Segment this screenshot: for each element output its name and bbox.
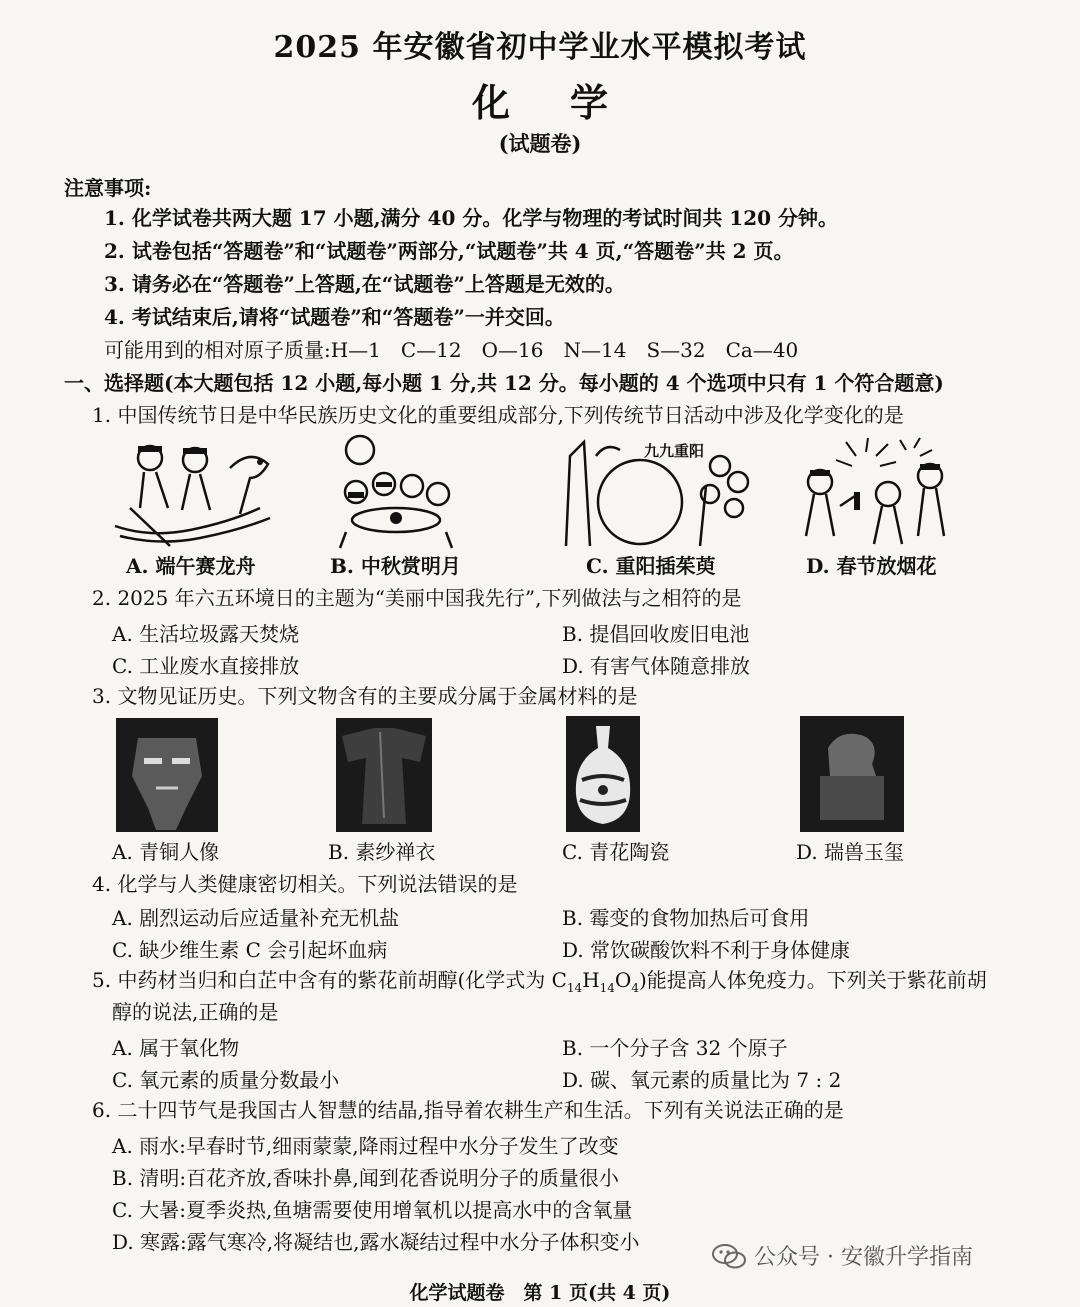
q5-mid-h: H bbox=[582, 968, 600, 992]
silk-robe-image bbox=[336, 718, 432, 832]
chongyang-illustration bbox=[560, 436, 760, 550]
subject-title: 化学 bbox=[471, 80, 668, 125]
q6-option-a: A. 雨水:早春时节,细雨蒙蒙,降雨过程中水分子发生了改变 bbox=[112, 1134, 619, 1158]
notice-item-1: 1. 化学试卷共两大题 17 小题,满分 40 分。化学与物理的考试时间共 120 分钟。 bbox=[104, 206, 838, 230]
q3-stem: 3. 文物见证历史。下列文物含有的主要成分属于金属材料的是 bbox=[92, 684, 638, 708]
q2-option-c: C. 工业废水直接排放 bbox=[112, 654, 300, 678]
fireworks-illustration bbox=[796, 436, 956, 550]
section1-heading: 一、选择题(本大题包括 12 小题,每小题 1 分,共 12 分。每小题的 4 个选项中只有 1 个符合题意) bbox=[64, 371, 944, 395]
q4-option-d: D. 常饮碳酸饮料不利于身体健康 bbox=[562, 938, 851, 962]
q6-stem: 6. 二十四节气是我国古人智慧的结晶,指导着农耕生产和生活。下列有关说法正确的是 bbox=[92, 1098, 844, 1122]
watermark-text: 公众号 · 安徽升学指南 bbox=[754, 1245, 973, 1270]
q6-option-b: B. 清明:百花齐放,香味扑鼻,闻到花香说明分子的质量很小 bbox=[112, 1166, 619, 1190]
q5-stem-before: 5. 中药材当归和白芷中含有的紫花前胡醇(化学式为 C bbox=[92, 968, 567, 992]
q4-option-a: A. 剧烈运动后应适量补充无机盐 bbox=[112, 906, 400, 930]
wechat-watermark bbox=[712, 1240, 973, 1271]
q5-option-d: D. 碳、氧元素的质量比为 7 : 2 bbox=[562, 1068, 842, 1092]
q1-option-d: D. 春节放烟花 bbox=[806, 554, 937, 578]
q4-option-c: C. 缺少维生素 C 会引起坏血病 bbox=[112, 938, 388, 962]
notice-item-4: 4. 考试结束后,请将“试题卷”和“答题卷”一并交回。 bbox=[104, 305, 565, 329]
dragon-boat-illustration bbox=[110, 438, 280, 550]
porcelain-vase-image bbox=[566, 716, 640, 832]
bronze-statue-image bbox=[116, 718, 218, 832]
q5-mid-o: O bbox=[614, 968, 632, 992]
q1-option-a: A. 端午赛龙舟 bbox=[126, 554, 256, 578]
q3-option-a: A. 青铜人像 bbox=[112, 840, 220, 864]
q6-option-d: D. 寒露:露气寒冷,将凝结也,露水凝结过程中水分子体积变小 bbox=[112, 1230, 640, 1254]
exam-title: 2025 年安徽省初中学业水平模拟考试 bbox=[273, 30, 807, 65]
q6-option-c: C. 大暑:夏季炎热,鱼塘需要使用增氧机以提高水中的含氧量 bbox=[112, 1198, 633, 1222]
wechat-icon bbox=[712, 1243, 746, 1269]
q2-option-b: B. 提倡回收废旧电池 bbox=[562, 622, 750, 646]
q5-stem-after: )能提高人体免疫力。下列关于紫花前胡 bbox=[638, 968, 987, 992]
jade-seal-image bbox=[800, 716, 904, 832]
q3-option-c: C. 青花陶瓷 bbox=[562, 840, 670, 864]
q3-option-b: B. 素纱禅衣 bbox=[328, 840, 436, 864]
atomic-masses: 可能用到的相对原子质量:H—1 C—12 O—16 N—14 S—32 Ca—40 bbox=[104, 338, 799, 362]
notice-item-2: 2. 试卷包括“答题卷”和“试题卷”两部分,“试题卷”共 4 页,“答题卷”共 2 页。 bbox=[104, 239, 794, 263]
q1-stem: 1. 中国传统节日是中华民族历史文化的重要组成部分,下列传统节日活动中涉及化学变化的是 bbox=[92, 403, 904, 427]
q5-option-a: A. 属于氧化物 bbox=[112, 1036, 240, 1060]
q5-stem-line2: 醇的说法,正确的是 bbox=[112, 1000, 279, 1024]
q4-option-b: B. 霉变的食物加热后可食用 bbox=[562, 906, 810, 930]
chongyang-banner-text: 九九重阳 bbox=[644, 442, 705, 460]
q1-option-c: C. 重阳插茱萸 bbox=[586, 554, 716, 578]
q4-stem: 4. 化学与人类健康密切相关。下列说法错误的是 bbox=[92, 872, 518, 896]
q1-option-b: B. 中秋赏明月 bbox=[330, 554, 461, 578]
mid-autumn-illustration bbox=[326, 432, 466, 550]
q5-sub-c: 14 bbox=[566, 981, 583, 995]
q2-stem: 2. 2025 年六五环境日的主题为“美丽中国我先行”,下列做法与之相符的是 bbox=[92, 586, 742, 610]
notice-heading: 注意事项: bbox=[64, 176, 152, 200]
q5-option-c: C. 氧元素的质量分数最小 bbox=[112, 1068, 340, 1092]
q2-option-d: D. 有害气体随意排放 bbox=[562, 654, 751, 678]
q2-option-a: A. 生活垃圾露天焚烧 bbox=[112, 622, 300, 646]
notice-item-3: 3. 请务必在“答题卷”上答题,在“试题卷”上答题是无效的。 bbox=[104, 272, 625, 296]
q5-option-b: B. 一个分子含 32 个原子 bbox=[562, 1036, 788, 1060]
q5-sub-o: 4 bbox=[631, 981, 639, 995]
q5-sub-h: 14 bbox=[599, 981, 615, 995]
page-footer: 化学试题卷 第 1 页(共 4 页) bbox=[409, 1282, 671, 1304]
q5-stem bbox=[92, 966, 987, 1002]
paper-type: (试题卷) bbox=[498, 131, 582, 156]
q3-option-d: D. 瑞兽玉玺 bbox=[796, 840, 905, 864]
